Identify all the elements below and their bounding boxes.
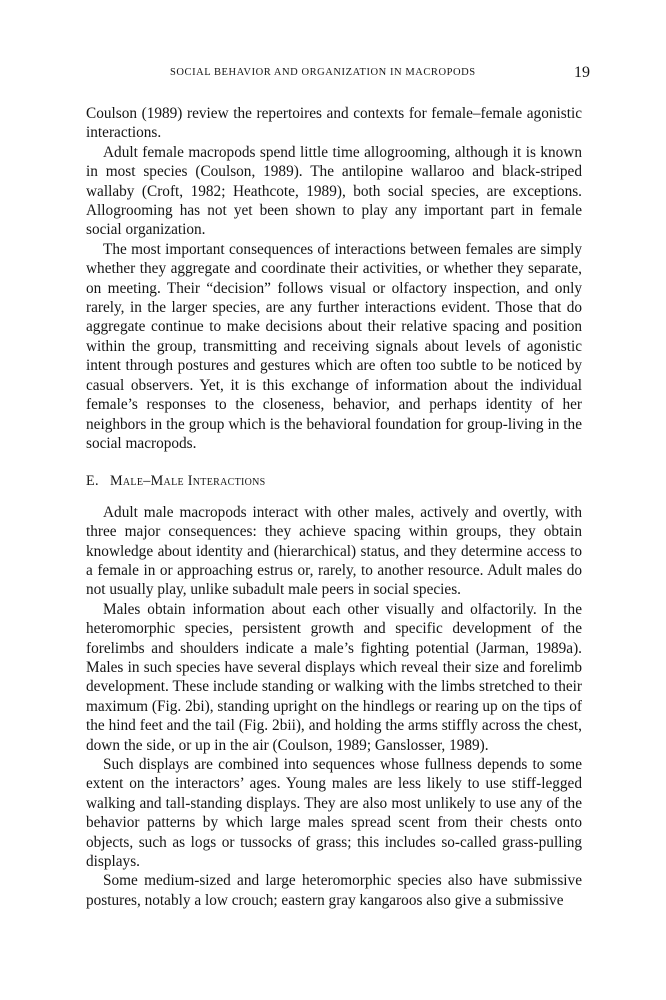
paragraph-female-interactions: The most important consequences of interactions between females are simply whether they aggregate and coordinate their activities, or whether they separate, on meeting. Their “decision” follows visual or olfactory inspection, and only rarely, in the larger species, are any further interactions evident. Those that do aggregate continue to make decisions about their relative spacing and position within the group, transmitting and receiving signals about levels of agonistic intent through postures and gestures which are often too subtle to be noticed by casual observers. Yet, it is this exchange of information about the individual female’s responses to the closeness, behavior, and perhaps identity of her neighbors in the group which is the behavioral foundation for group-living in the social macropods. [86, 240, 582, 452]
paragraph-display-sequences: Such displays are combined into sequences whose fullness depends to some extent on the interactors’ ages. Young males are less likely to use stiff-legged walking and tall-standing displays. They are also most unlikely to use any of the behavior patterns by which large males spread scent from their chests onto objects, such as logs or tussocks of grass; this includes so-called grass-pulling displays. [86, 756, 582, 871]
running-head [170, 64, 590, 86]
section-label: E. [86, 473, 99, 490]
paragraph-male-consequences: Adult male macropods interact with other males, actively and overtly, with three major consequences: they achieve spacing within groups, they obtain knowledge about identity and (hierarchical) status, and they determine access to a female in or approaching estrus or, rarely, to another resource. Adult males do not usually play, unlike subadult male peers in social species. [86, 503, 582, 599]
running-head-title: SOCIAL BEHAVIOR AND ORGANIZATION IN MACROPODS [170, 67, 476, 78]
paragraph-allogrooming: Adult female macropods spend little time allogrooming, although it is known in most species (Coulson, 1989). The antilopine wallaroo and black-striped wallaby (Croft, 1982; Heathcote, 1989), both social species, are exceptions. Allogrooming has not yet been shown to play any important part in female social organization. [86, 143, 582, 239]
page-number: 19 [574, 64, 590, 81]
paragraph-submissive-postures: Some medium-sized and large heteromorphic species also have submissive postures, notably a low crouch; eastern gray kangaroos also give a submissive [86, 872, 582, 909]
section-heading [86, 472, 582, 491]
body-text [86, 104, 582, 910]
section-title: Male–Male Interactions [110, 473, 266, 490]
paragraph-male-information: Males obtain information about each other visually and olfactorily. In the heteromorphic species, persistent growth and specific development of the forelimbs and shoulders indicate a male’s fighting potential (Jarman, 1989a). Males in such species have several displays which reveal their size and forelimb development. These include standing or walking with the limbs stretched to their maximum (Fig. 2bi), standing upright on the hindlegs or rearing up on the tips of the hind feet and the tail (Fig. 2bii), and holding the arms stiffly across the chest, down the side, or up in the air (Coulson, 1989; Ganslosser, 1989). [86, 600, 582, 754]
paragraph-continued: Coulson (1989) review the repertoires and contexts for female–female agonistic interactions. [86, 105, 582, 142]
